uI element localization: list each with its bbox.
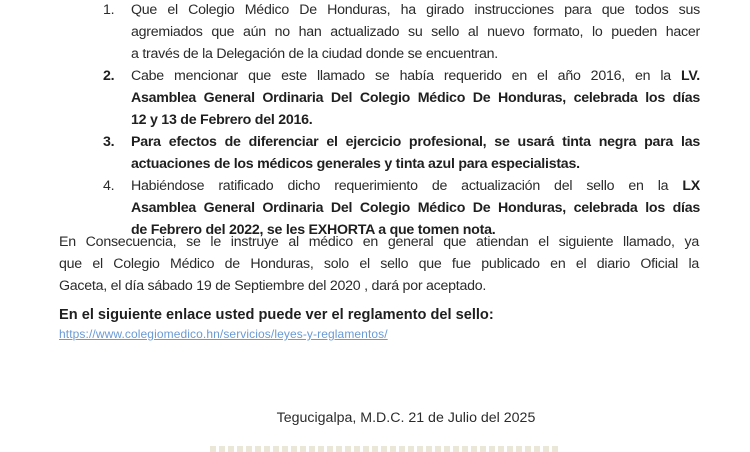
date-line: Tegucigalpa, M.D.C. 21 de Julio del 2025 — [276, 410, 536, 426]
list-item-line: Para efectos de diferenciar el ejercicio profesional, se usará tinta negra para las — [131, 134, 700, 150]
list-item-2 — [100, 65, 700, 131]
line-text: Cabe mencionar que este llamado se había requerido en el año 2016, en la — [131, 68, 671, 84]
list-item-line: Asamblea General Ordinaria Del Colegio Médico De Honduras, celebrada los días — [131, 90, 700, 106]
list-number: 1. — [103, 2, 115, 18]
paragraph-line: En Consecuencia, se le instruye al médico en general que atiendan el siguiente llamado, ya — [59, 234, 699, 250]
paragraph-line: que el Colegio Médico de Honduras, solo el sello que fue publicado en el diario Oficial la — [59, 256, 699, 272]
numbered-list — [100, 0, 700, 241]
list-item-line: de Febrero del 2022, se les EXHORTA a que tomen nota. — [131, 222, 496, 238]
cropped-text-line — [210, 446, 560, 452]
paragraph-line: Gaceta, el día sábado 19 de Septiembre del 2020 , dará por aceptado. — [59, 278, 487, 294]
list-item-line: a través de la Delegación de la ciudad donde se encuentran. — [131, 46, 499, 62]
list-item-1 — [100, 0, 700, 65]
assembly-label: LV. — [681, 68, 700, 84]
assembly-label: LX — [682, 178, 700, 194]
list-item-line — [131, 65, 700, 87]
line-text: Habiéndose ratificado dicho requerimiento de actualización del sello en la — [131, 178, 669, 194]
list-item-line: agremiados que aún no han actualizado su sello al nuevo formato, lo pueden hacer — [131, 24, 700, 40]
list-item-line: Asamblea General Ordinaria Del Colegio Médico De Honduras, celebrada los días — [131, 200, 700, 216]
list-item-line: 12 y 13 de Febrero del 2016. — [131, 112, 313, 128]
regulations-link[interactable]: https://www.colegiomedico.hn/servicios/leyes-y-reglamentos/ — [59, 327, 388, 341]
list-item-line: Que el Colegio Médico De Honduras, ha girado instrucciones para que todos sus — [131, 2, 700, 18]
list-item-line: actuaciones de los médicos generales y tinta azul para especialistas. — [131, 156, 580, 172]
list-number: 4. — [103, 178, 115, 194]
list-item-3 — [100, 131, 700, 175]
list-number: 3. — [103, 134, 115, 150]
list-item-line — [131, 175, 700, 197]
link-heading: En el siguiente enlace usted puede ver el reglamento del sello: — [59, 307, 494, 323]
list-number: 2. — [103, 68, 115, 84]
consequence-paragraph — [59, 231, 699, 297]
